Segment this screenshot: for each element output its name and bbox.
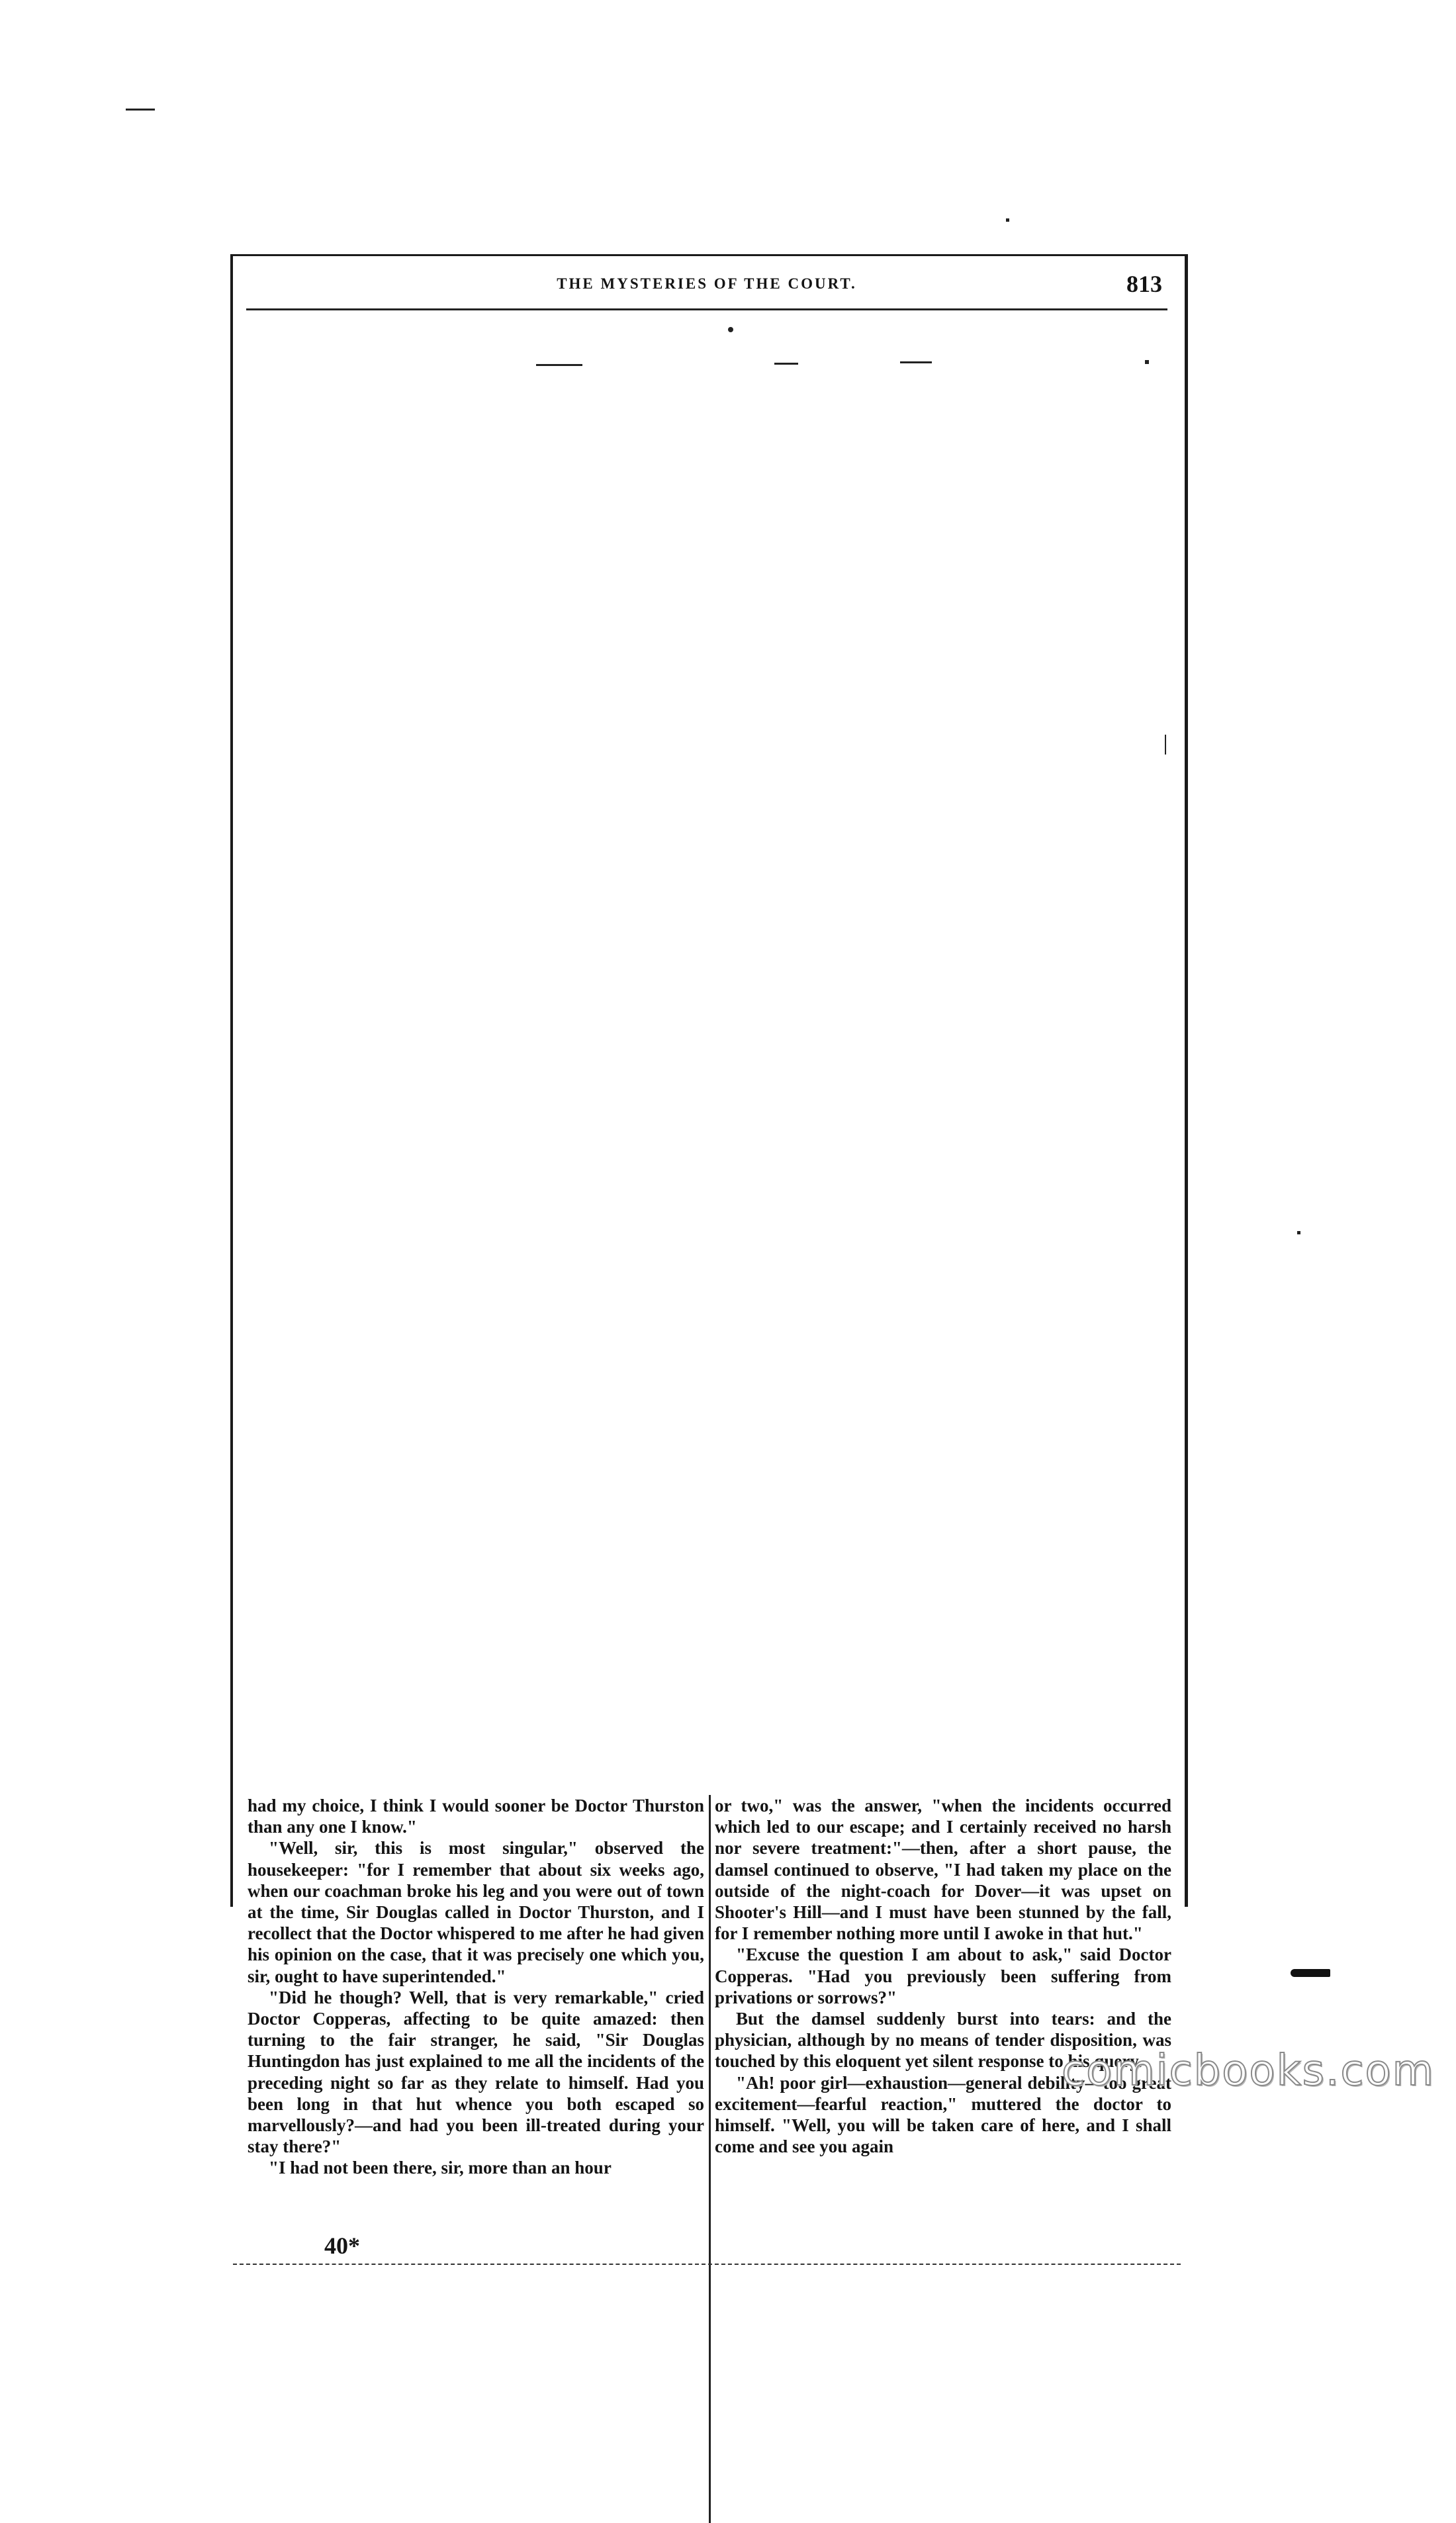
page-number: 813: [1126, 271, 1162, 297]
running-head: [246, 273, 1167, 306]
column-divider: [709, 1795, 711, 2523]
scan-speck: [1006, 218, 1009, 222]
signature-mark: 40*: [324, 2232, 360, 2259]
running-title: THE MYSTERIES OF THE COURT.: [557, 275, 857, 292]
paragraph: "Ah! poor girl—exhaustion—general debility—too great excitement—fearful reaction," muttered the doctor to himself. "Well, you will be taken care of here, and I shall come and see you again: [715, 2072, 1171, 2157]
paragraph: "Well, sir, this is most singular," observed the housekeeper: "for I remember that about six weeks ago, when our coachman broke his leg and you were out of town at the time, Sir Douglas called in Doctor Thurston, and I recollect that the Doctor whispered to me after he had given his opinion on the case, that it was precisely one which you, sir, ought to have superintended.": [248, 1838, 704, 1986]
paragraph: "Excuse the question I am about to ask," said Doctor Copperas. "Had you previously been suffering from privations or sorrows?": [715, 1945, 1171, 2007]
right-column: [715, 1795, 1171, 2157]
paragraph: "Did he though? Well, that is very remarkable," cried Doctor Copperas, affecting to be quite amazed: then turning to the fair stranger, he said, "Sir Douglas Huntingdon has just explained to me all the incidents of the preceding night so far as they relate to himself. Had you been long in that hut whence you both escaped so marvellously?—and had you been ill-treated during your stay there?": [248, 1987, 704, 2157]
watermark: comicbooks.com: [1061, 2046, 1435, 2095]
paragraph: "I had not been there, sir, more than an hour: [269, 2158, 612, 2178]
page-frame: [230, 254, 1188, 1907]
scan-speck: [1297, 1231, 1300, 1234]
bottom-rule: [233, 2264, 1181, 2265]
scan-speck: [126, 109, 155, 111]
paragraph: But the damsel suddenly burst into tears: and the physician, although by no means of tender disposition, was touched by this eloquent yet silent response to his query.: [715, 2009, 1171, 2072]
paragraph: or two," was the answer, "when the incidents occurred which led to our escape; and I certainly received no harsh nor severe treatment:"—then, after a short pause, the damsel continued to observe, "I had taken my place on the outside of the night-coach for Dover—it was upset on Shooter's Hill—and I must have been stunned by the fall, for I remember nothing more until I awoke in that hut.": [715, 1796, 1171, 1944]
header-rule: [246, 308, 1167, 310]
paragraph: had my choice, I think I would sooner be Doctor Thurston than any one I know.": [248, 1796, 704, 1837]
scan-thumb-mark: [1291, 1969, 1330, 1977]
left-column: [248, 1795, 704, 2179]
